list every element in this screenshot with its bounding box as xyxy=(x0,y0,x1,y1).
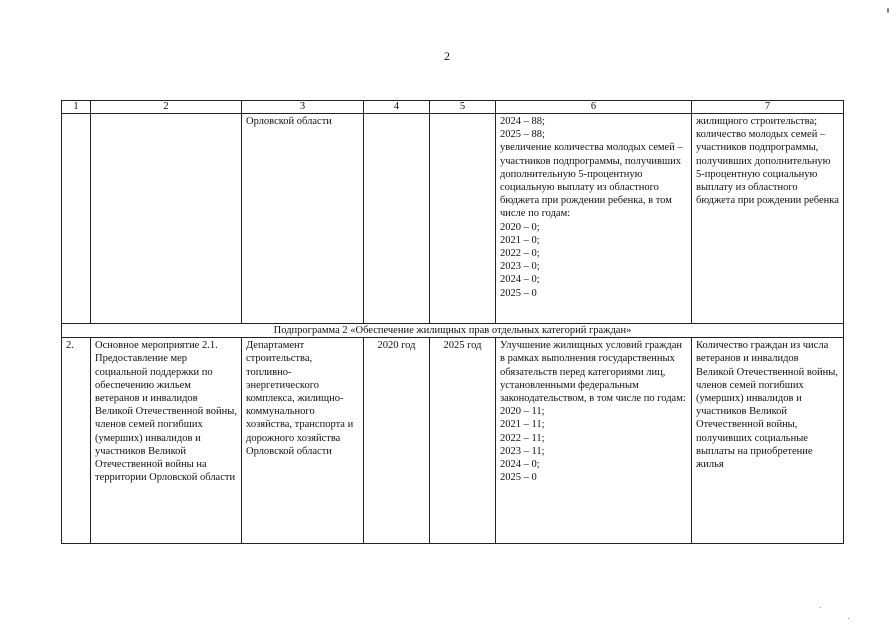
row-number-cell xyxy=(62,114,91,324)
column-number: 1 xyxy=(62,101,91,114)
expected-result-cell: Улучшение жилищных условий граждан в рамках выполнения государственных обязательств перед категориями лиц, установленными федеральным законодательством, в том числе по годам: 2020 – 11; 2021 – 11; 2022 – 11; 2023 – 11; 2024 – 0; 2025 – 0 xyxy=(496,338,692,544)
expected-result-cell: 2024 – 88; 2025 – 88; увеличение количества молодых семей – участников подпрограммы, получивших дополнительную 5-процентную социальную выплату из областного бюджета при рождении ребенка, в том числе по годам: 2020 – 0; 2021 – 0; 2022 – 0; 2023 – 0; 2024 – 0; 2025 – 0 xyxy=(496,114,692,324)
end-year-cell: 2025 год xyxy=(430,338,496,544)
indicator-cell: Количество граждан из числа ветеранов и инвалидов Великой Отечественной войны, членов семей погибших (умерших) инвалидов и участников Великой Отечественной войны, получивших социальные выплаты на приобретение жилья xyxy=(692,338,844,544)
subprogram-row xyxy=(62,324,844,338)
scan-speck xyxy=(887,8,889,13)
start-year-cell: 2020 год xyxy=(364,338,430,544)
table-row xyxy=(62,338,844,544)
column-number: 3 xyxy=(242,101,364,114)
program-table xyxy=(61,100,844,544)
row-number-cell: 2. xyxy=(62,338,91,544)
subprogram-title: Подпрограмма 2 «Обеспечение жилищных прав отдельных категорий граждан» xyxy=(62,324,844,338)
start-year-cell xyxy=(364,114,430,324)
column-number: 6 xyxy=(496,101,692,114)
scan-speck xyxy=(848,618,849,619)
activity-cell xyxy=(91,114,242,324)
column-number: 2 xyxy=(91,101,242,114)
executor-cell: Орловской области xyxy=(242,114,364,324)
indicator-cell: жилищного строительства; количество молодых семей – участников подпрограммы, получивших дополнительную 5-процентную социальную выплату из областного бюджета при рождении ребенка xyxy=(692,114,844,324)
activity-cell: Основное мероприятие 2.1. Предоставление мер социальной поддержки по обеспечению жильем ветеранов и инвалидов Великой Отечественной войны, членов семей погибших (умерших) инвалидов и участников Великой Отечественной войны на территории Орловской области xyxy=(91,338,242,544)
column-number-row xyxy=(62,101,844,114)
column-number: 4 xyxy=(364,101,430,114)
page-number: 2 xyxy=(444,49,450,63)
column-number: 7 xyxy=(692,101,844,114)
table-row xyxy=(62,114,844,324)
executor-cell: Департамент строительства, топливно-энергетического комплекса, жилищно-коммунального хозяйства, транспорта и дорожного хозяйства Орловской области xyxy=(242,338,364,544)
end-year-cell xyxy=(430,114,496,324)
scan-speck xyxy=(820,607,821,608)
column-number: 5 xyxy=(430,101,496,114)
